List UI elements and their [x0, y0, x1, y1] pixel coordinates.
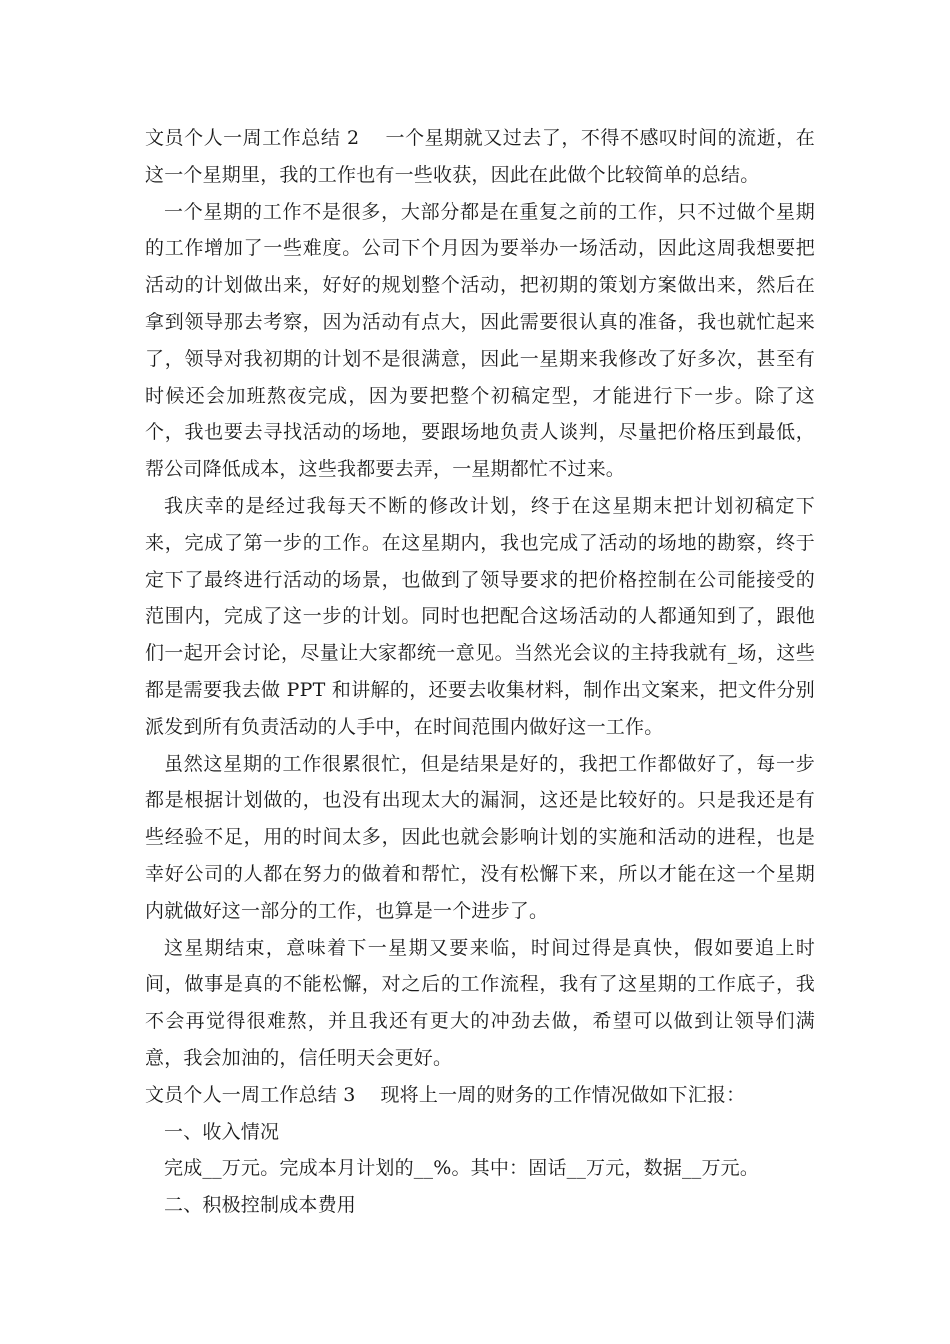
document-page: [145, 120, 815, 1224]
income-detail-paragraph: 完成__万元。完成本月计划的__%。其中：固话__万元，数据__万元。: [164, 1157, 760, 1180]
body-paragraph-4: 这星期结束，意味着下一星期又要来临，时间过得是真快，假如要追上时间，做事是真的不能松懈，对之后的工作流程，我有了这星期的工作底子，我不会再觉得很难熬，并且我还有更大的冲劲去做，希望可以做到让领导们满意，我会加油的，信任明天会更好。: [145, 936, 815, 1069]
body-paragraph-2: 我庆幸的是经过我每天不断的修改计划，终于在这星期末把计划初稿定下来，完成了第一步的工作。在这星期内，我也完成了活动的场地的勘察，终于定下了最终进行活动的场景，也做到了领导要求的把价格控制在公司能接受的范围内，完成了这一步的计划。同时也把配合这场活动的人都通知到了，跟他们一起开会讨论，尽量让大家都统一意见。当然光会议的主持我就有_场，这些都是需要我去做 PPT 和讲解的，还要去收集材料，制作出文案来，把文件分别派发到所有负责活动的人手中，在时间范围内做好这一工作。: [145, 494, 815, 738]
body-paragraph-1: 一个星期的工作不是很多，大部分都是在重复之前的工作，只不过做个星期的工作增加了一些难度。公司下个月因为要举办一场活动，因此这周我想要把活动的计划做出来，好好的规划整个活动，把初期的策划方案做出来，然后在拿到领导那去考察，因为活动有点大，因此需要很认真的准备，我也就忙起来了，领导对我初期的计划不是很满意，因此一星期来我修改了好多次，甚至有时候还会加班熬夜完成，因为要把整个初稿定型，才能进行下一步。除了这个，我也要去寻找活动的场地，要跟场地负责人谈判，尽量把价格压到最低，帮公司降低成本，这些我都要去弄，一星期都忙不过来。: [145, 200, 815, 481]
summary-2-heading-paragraph: 文员个人一周工作总结 2 一个星期就又过去了，不得不感叹时间的流逝，在这一个星期里，我的工作也有一些收获，因此在此做个比较简单的总结。: [145, 127, 815, 186]
body-paragraph-3: 虽然这星期的工作很累很忙，但是结果是好的，我把工作都做好了，每一步都是根据计划做的，也没有出现太大的漏洞，这还是比较好的。只是我还是有些经验不足，用的时间太多，因此也就会影响计划的实施和活动的进程，也是幸好公司的人都在努力的做着和帮忙，没有松懈下来，所以才能在这一个星期内就做好这一部分的工作，也算是一个进步了。: [145, 752, 815, 922]
section-heading-income: 一、收入情况: [164, 1120, 280, 1143]
summary-3-heading-paragraph: 文员个人一周工作总结 3 现将上一周的财务的工作情况做如下汇报：: [145, 1083, 746, 1106]
section-heading-cost-control: 二、积极控制成本费用: [164, 1194, 357, 1217]
